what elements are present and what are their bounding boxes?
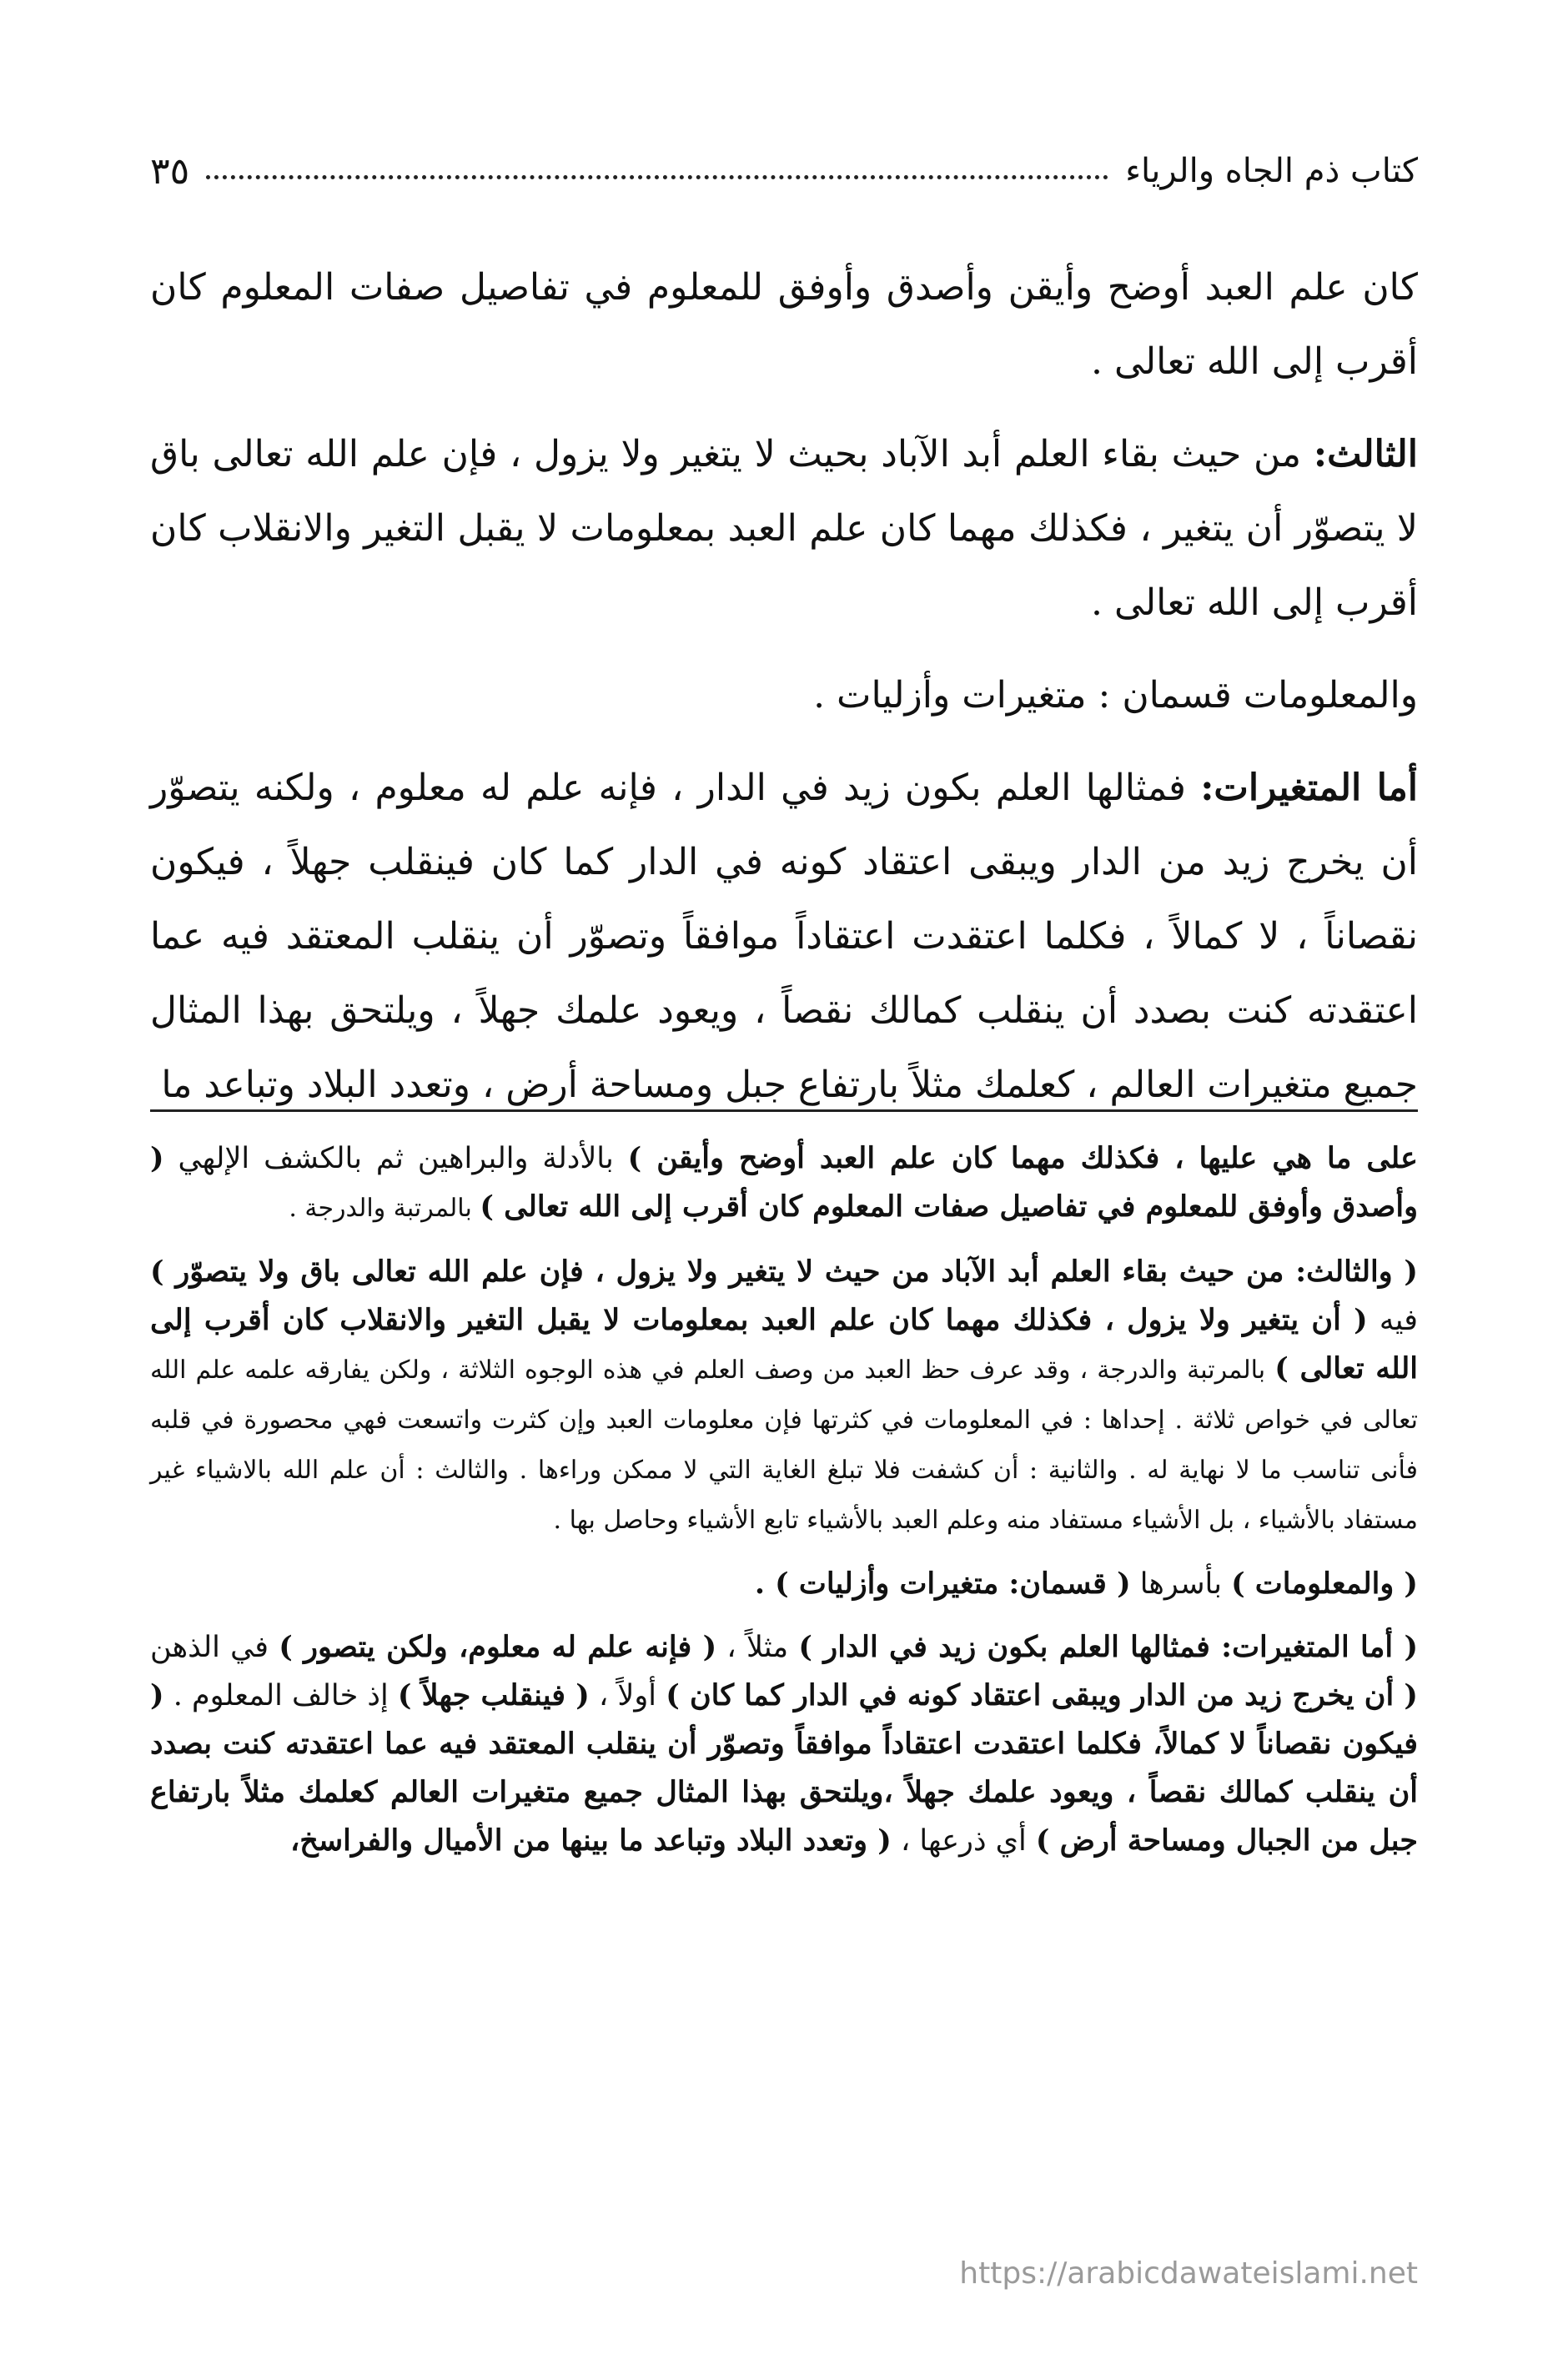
page-number: ٣٥: [150, 149, 190, 193]
book-page: [150, 0, 1418, 2364]
quoted-matn: ( فينقلب جهلاً ): [397, 1678, 590, 1713]
commentary-text: بالمرتبة والدرجة .: [289, 1194, 480, 1223]
main-paragraph-text: كان علم العبد أوضح وأيقن وأصدق وأوفق للمعلوم في تفاصيل صفات المعلوم كان أقرب إلى الله تعالى .: [150, 266, 1418, 383]
quoted-matn: ( والمعلومات ): [1231, 1567, 1418, 1601]
section-heading-third: الثالث:: [1313, 433, 1418, 475]
watermark-url: https://arabicdawateislami.net: [959, 2256, 1418, 2291]
quoted-matn: ( وتعدد البلاد وتباعد ما بينها من الأميال والفراسخ،: [289, 1823, 892, 1858]
quoted-matn: ( وأصدق وأوفق للمعلوم في تفاصيل صفات المعلوم كان أقرب إلى الله تعالى ): [150, 1141, 1418, 1224]
commentary-text: إذ خالف المعلوم .: [163, 1679, 398, 1713]
quoted-matn: على ما هي عليها ، فكذلك مهما كان علم العبد أوضح وأيقن ): [627, 1141, 1418, 1175]
commentary-text: مثلاً ،: [716, 1631, 799, 1664]
main-paragraph: [150, 250, 1418, 399]
commentary: [150, 1134, 1418, 1880]
commentary-paragraph: [150, 1248, 1418, 1545]
commentary-text: في الذهن: [150, 1631, 279, 1664]
commentary-text: بأسرها: [1130, 1567, 1232, 1601]
main-paragraph: [150, 751, 1418, 1122]
quoted-matn: ( أن يتغير ولا يزول ، فكذلك مهما كان علم العبد بمعلومات لا يقبل التغير والانقلاب كان أقرب إلى الله تعالى ): [150, 1303, 1419, 1386]
main-paragraph-text: والمعلومات قسمان : متغيرات وأزليات .: [813, 674, 1418, 717]
main-text: [150, 250, 1418, 1140]
main-paragraph: [150, 658, 1418, 732]
commentary-text: أولاً ،: [589, 1679, 666, 1713]
main-paragraph-text: فمثالها العلم بكون زيد في الدار ، فإنه علم له معلوم ، ولكنه يتصوّر أن يخرج زيد من الدار ويبقى اعتقاد كونه في الدار كما كان فينقلب جهلاً ، فيكون نقصاناً ، لا كمالاً ، فكلما اعتقدت اعتقاداً موافقاً وتصوّر أن ينقلب المعتقد فيه عما اعتقدته كنت بصدد أن ينقلب كمالك نقصاً ، ويعود علمك جهلاً ، ويلتحق بهذا المثال جميع متغيرات العالم ، كعلمك مثلاً بارتفاع جبل ومساحة أرض ، وتعدد البلاد وتباعد ما: [150, 767, 1418, 1106]
commentary-text: بالأدلة والبراهين ثم بالكشف الإلهي: [163, 1142, 628, 1175]
quoted-matn: ( قسمان: متغيرات وأزليات ) .: [754, 1567, 1131, 1601]
quoted-matn: ( فإنه علم له معلوم، ولكن يتصور ): [279, 1630, 717, 1664]
section-heading-variables: أما المتغيرات:: [1200, 767, 1418, 809]
commentary-text: بالمرتبة والدرجة ، وقد عرف حظ العبد من وصف العلم في هذه الوجوه الثلاثة ، ولكن يفارقه علمه علم الله تعالى في خواص ثلاثة . إحداها : في المعلومات في كثرتها فإن معلومات العبد وإن كثرت واتسعت فهي محصورة في قلبه فأنى تناسب ما لا نهاية له . والثانية : أن كشفت فلا تبلغ الغاية التي لا ممكن وراءها . والثالث : أن علم الله بالاشياء غير مستفاد بالأشياء ، بل الأشياء مستفاد منه وعلم العبد بالأشياء تابع الأشياء وحاصل بها .: [150, 1356, 1418, 1535]
quoted-matn: ( أما المتغيرات: فمثالها العلم بكون زيد في الدار ): [798, 1630, 1419, 1664]
commentary-paragraph: [150, 1134, 1418, 1233]
main-paragraph-text: من حيث بقاء العلم أبد الآباد بحيث لا يتغير ولا يزول ، فإن علم الله تعالى باق لا يتصوّر أن يتغير ، فكذلك مهما كان علم العبد بمعلومات لا يقبل التغير والانقلاب كان أقرب إلى الله تعالى .: [150, 433, 1418, 624]
commentary-paragraph: [150, 1560, 1418, 1608]
header-dot-leader: [206, 163, 1108, 179]
commentary-text: فيه: [1367, 1304, 1418, 1337]
header-title: كتاب ذم الجاه والرياء: [1125, 152, 1418, 190]
main-paragraph: [150, 417, 1418, 640]
quoted-matn: ( والثالث: من حيث بقاء العلم أبد الآباد من حيث لا يتغير ولا يزول ، فإن علم الله تعالى باق ولا يتصوّر ): [150, 1255, 1418, 1289]
quoted-matn: ويلتحق بهذا المثال جميع متغيرات العالم كعلمك مثلاً بارتفاع جبل من الجبال ومساحة أرض ): [150, 1775, 1418, 1858]
running-header: [150, 133, 1418, 209]
quoted-matn: ( فيكون نقصاناً لا كمالاً، فكلما اعتقدت اعتقاداً موافقاً وتصوّر أن ينقلب المعتقد فيه عما اعتقدته كنت بصدد أن ينقلب كمالك نقصاً ، ويعود علمك جهلاً ،: [150, 1678, 1418, 1809]
commentary-paragraph: [150, 1623, 1418, 1865]
commentary-text: أي ذرعها ،: [891, 1824, 1036, 1858]
separator-line: [150, 1109, 1418, 1112]
quoted-matn: ( أن يخرج زيد من الدار ويبقى اعتقاد كونه في الدار كما كان ): [666, 1678, 1418, 1713]
